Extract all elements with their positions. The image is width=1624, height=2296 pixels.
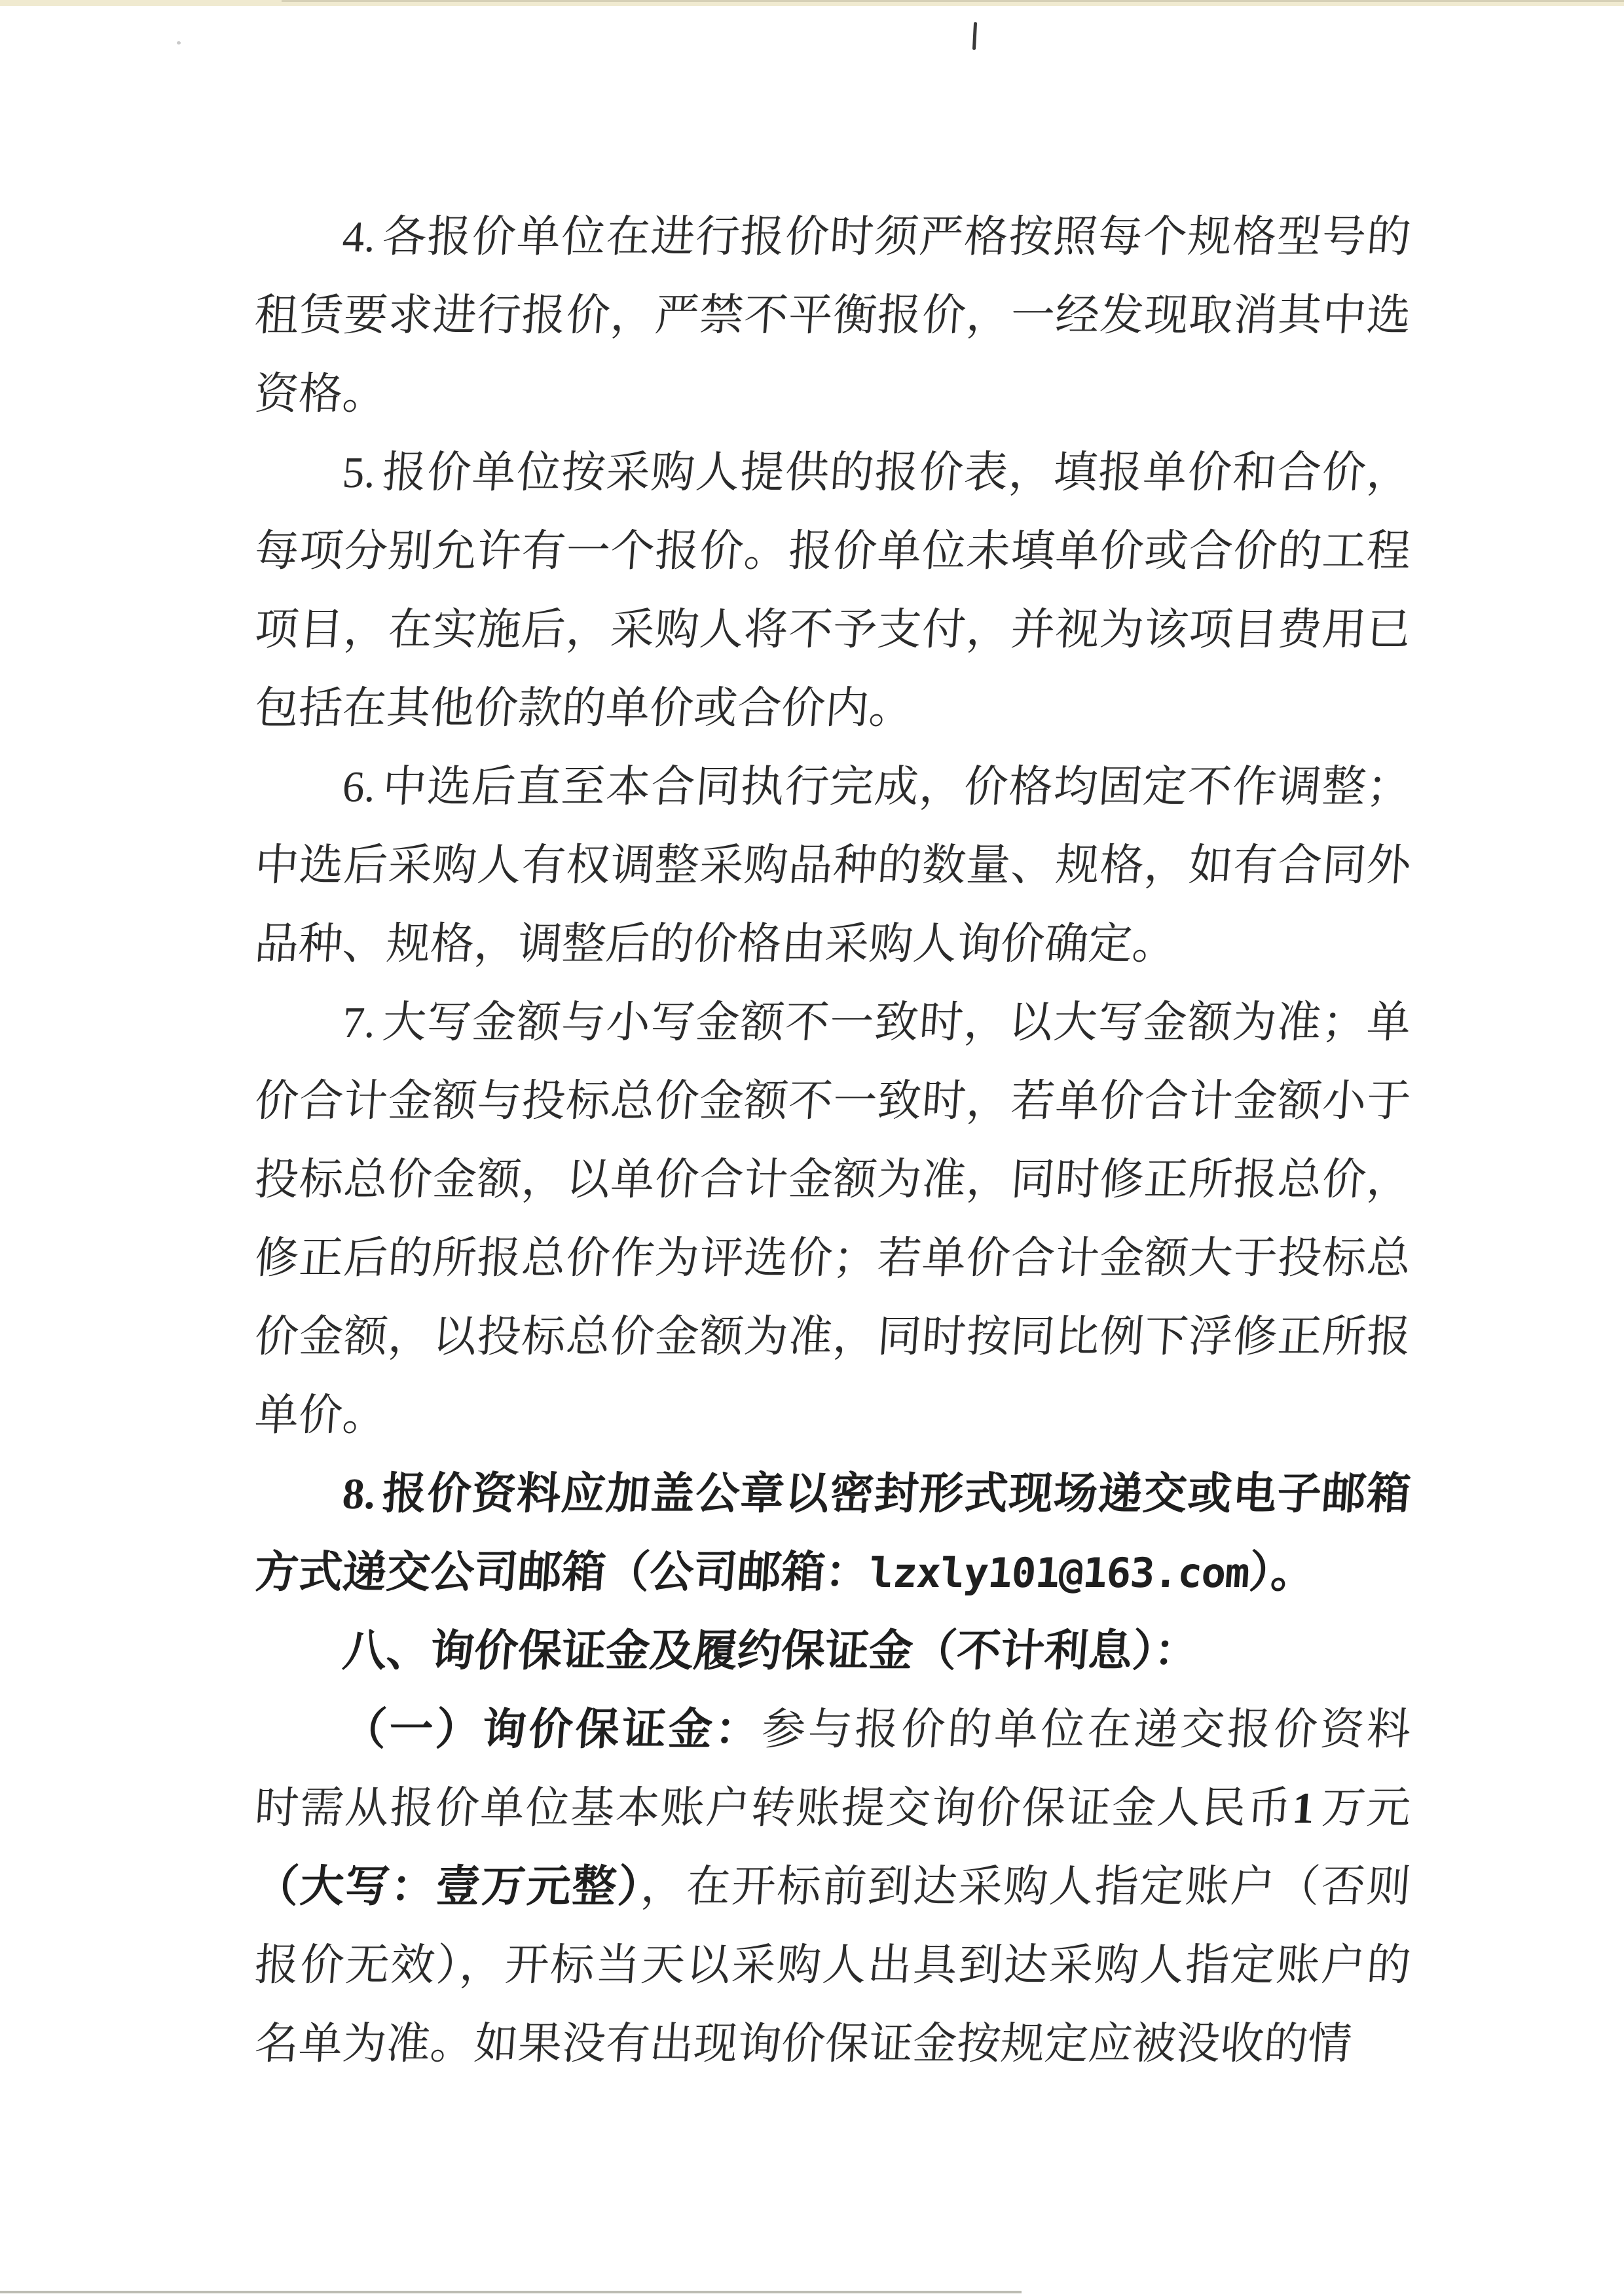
clause-text: 各报价单位在进行报价时须严格按照每个规格型号的 [380,213,1412,261]
clause-text: 修正后的所报总价作为评选价；若单价合计金额大于投标总 [253,1234,1412,1283]
clause-text: 方式递交公司邮箱（公司邮箱： [253,1548,871,1597]
line-clause-4-1 [252,198,1413,276]
clause-text: 中选后直至本合同执行完成，价格均固定不作调整； [380,763,1412,811]
clause-number: 5. [341,448,378,497]
line-clause-6-1 [252,748,1413,826]
line-clause-7-6 [252,1376,1413,1455]
clause-text: 万元 [1318,1784,1412,1832]
scan-artifact-speck [177,41,181,45]
line-clause-5-2 [252,512,1413,591]
line-clause-4-2 [252,276,1413,355]
scan-artifact-top-hairline [282,0,1624,2]
clause-text: 时需从报价单位基本账户转账提交询价保证金人民币 [253,1784,1295,1832]
line-section-8-heading [252,1612,1413,1690]
line-clause-7-3 [252,1140,1413,1219]
clause-text: 价合计金额与投标总价金额不一致时，若单价合计金额小于 [253,1077,1412,1125]
clause-text: 租赁要求进行报价，严禁不平衡报价，一经发现取消其中选 [253,291,1412,340]
clause-text: 报价单位按采购人提供的报价表，填报单价和合价， [380,448,1412,497]
clause-number: 8. [341,1470,378,1518]
clause-text: 报价资料应加盖公章以密封形式现场递交或电子邮箱 [380,1470,1412,1518]
line-subclause-1-1 [252,1690,1413,1769]
line-clause-8-1 [252,1455,1413,1533]
clause-text: 投标总价金额，以单价合计金额为准，同时修正所报总价， [253,1156,1412,1204]
line-subclause-1-4 [252,1926,1413,2005]
line-clause-7-2 [252,1062,1413,1140]
line-clause-5-4 [252,669,1413,748]
deposit-amount-capital: （大写：壹万元整） [253,1863,643,1911]
clause-text: 每项分别允许有一个报价。报价单位未填单价或合价的工程 [253,527,1412,575]
clause-text: 价金额，以投标总价金额为准，同时按同比例下浮修正所报 [253,1313,1412,1361]
subclause-label: （一）询价保证金： [341,1705,764,1754]
line-subclause-1-3 [252,1848,1413,1926]
clause-number: 4. [341,213,378,261]
clause-number: 7. [341,998,378,1047]
line-subclause-1-5 [252,2005,1413,2083]
clause-text: 中选后采购人有权调整采购品种的数量、规格，如有合同外 [253,841,1412,890]
line-clause-6-3 [252,905,1413,983]
line-clause-4-3 [252,355,1413,433]
section-heading-text: 八、询价保证金及履约保证金（不计利息）： [341,1627,1200,1675]
clause-text: 名单为准。如果没有出现询价保证金按规定应被没收的情 [253,2020,1354,2068]
email-address: lzxly101@163.com [867,1549,1251,1597]
line-clause-6-2 [252,826,1413,905]
scan-artifact-tick-mark [972,22,977,50]
clause-number: 6. [341,763,378,811]
clause-text: 资格。 [253,370,388,418]
line-clause-7-4 [252,1219,1413,1298]
line-subclause-1-2 [252,1769,1413,1848]
line-clause-5-1 [252,433,1413,512]
clause-text: 包括在其他价款的单价或合价内。 [253,684,915,733]
clause-text: 参与报价的单位在递交报价资料 [760,1705,1412,1754]
line-clause-8-2 [252,1533,1413,1612]
line-clause-7-5 [252,1298,1413,1376]
clause-text: ）。 [1247,1548,1317,1597]
page-content [252,198,1412,2083]
clause-text: 大写金额与小写金额不一致时，以大写金额为准；单 [380,998,1412,1047]
clause-text: 项目，在实施后，采购人将不予支付，并视为该项目费用已 [253,606,1412,654]
clause-text: 报价无效），开标当天以采购人出具到达采购人指定账户的 [253,1941,1412,1990]
line-clause-7-1 [252,983,1413,1062]
line-clause-5-3 [252,591,1413,669]
clause-text: ，在开标前到达采购人指定账户（否则 [639,1863,1412,1911]
deposit-amount-number: 1 [1290,1784,1316,1832]
clause-text: 品种、规格，调整后的价格由采购人询价确定。 [253,920,1178,968]
scan-artifact-bottom-edge [0,2291,1022,2293]
clause-text: 单价。 [253,1391,388,1440]
